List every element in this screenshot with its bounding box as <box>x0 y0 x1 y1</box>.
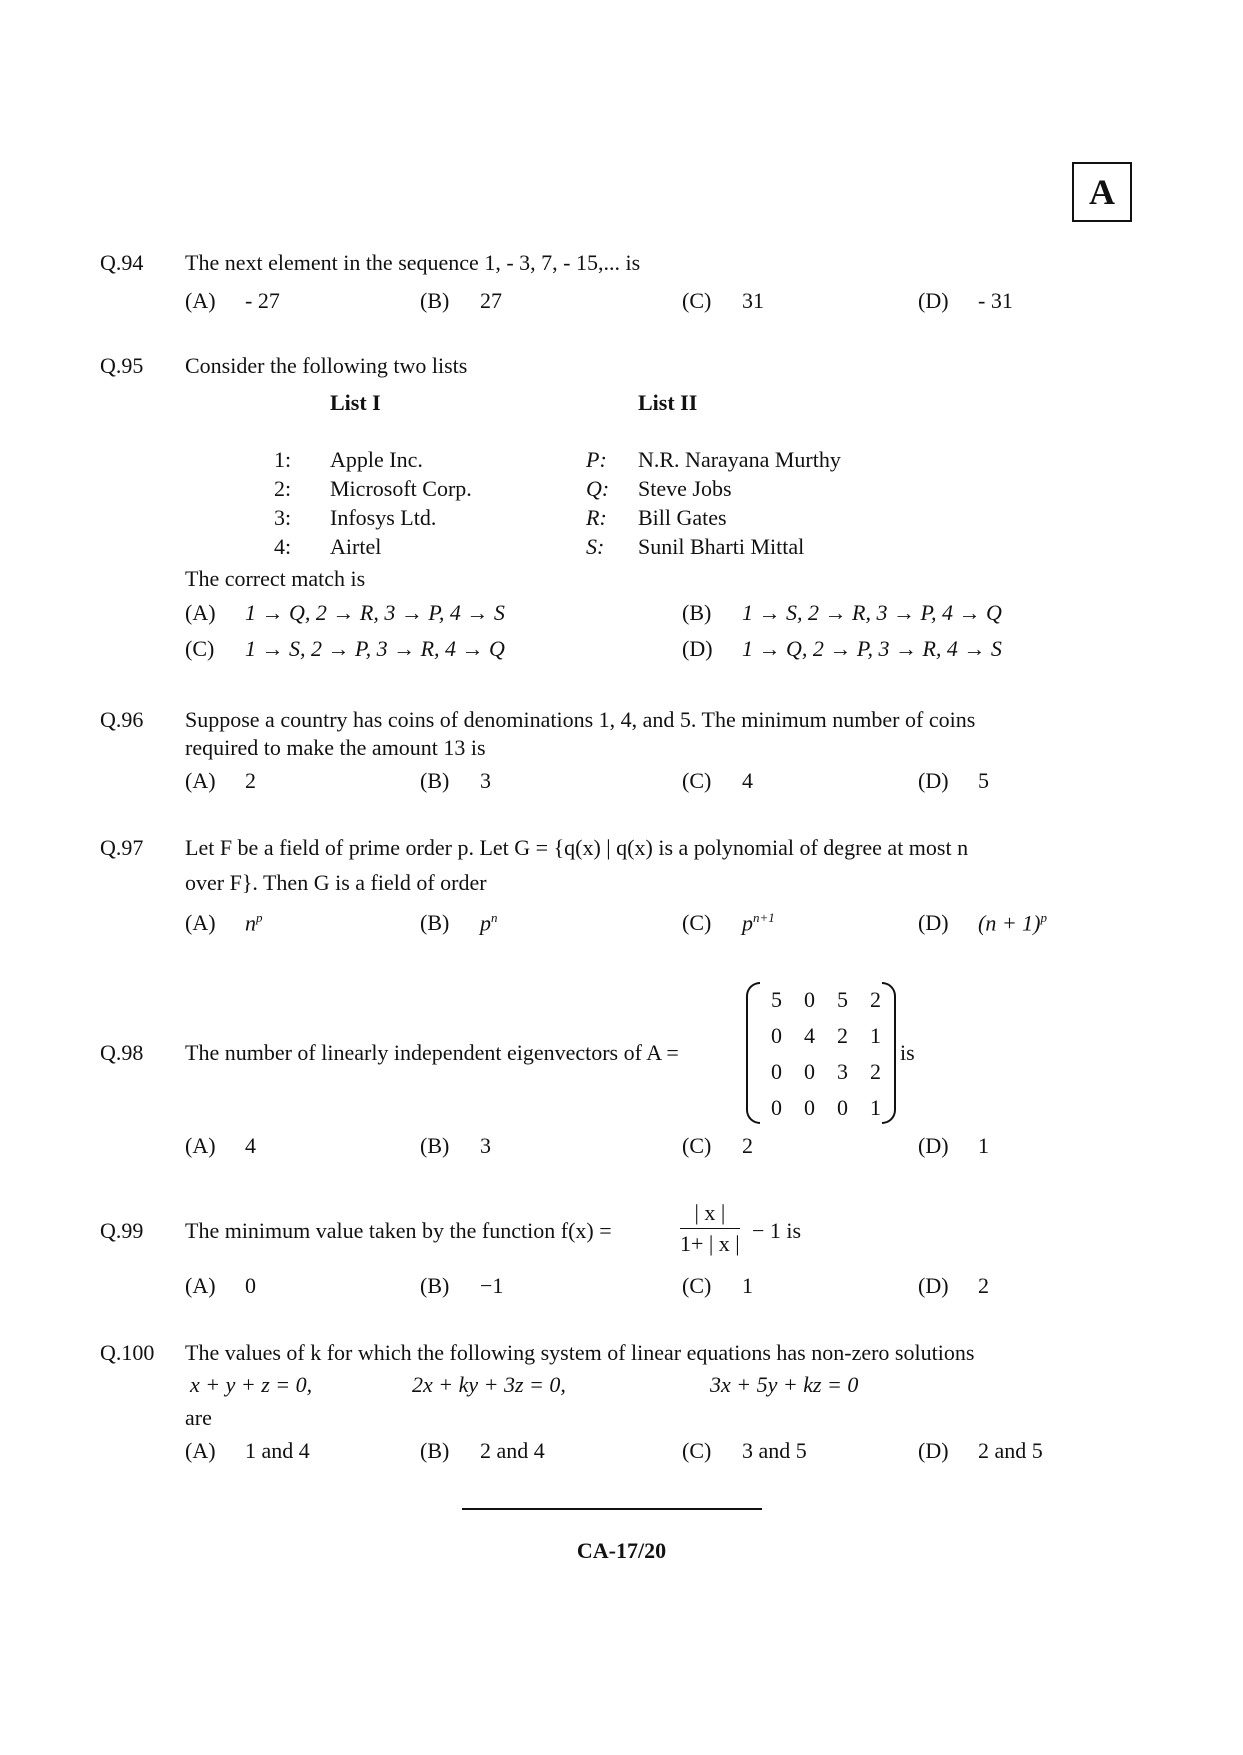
equation: x + y + z = 0, <box>190 1372 313 1397</box>
matrix-cell: 0 <box>771 1023 782 1048</box>
question-number: Q.95 <box>100 353 144 378</box>
question-text: The minimum value taken by the function f(x) = <box>185 1218 612 1243</box>
list1-key: 4: <box>274 534 292 559</box>
matrix-row <box>760 1090 892 1126</box>
option-a[interactable]: (A) - 27 <box>185 288 280 313</box>
option-d[interactable]: (D) - 31 <box>918 288 1013 313</box>
option-d[interactable]: (D) 5 <box>918 768 989 793</box>
question-text: Consider the following two lists <box>185 353 468 378</box>
matrix-cell: 2 <box>837 1023 848 1048</box>
option-c[interactable]: (C) 4 <box>682 768 753 793</box>
list1-key: 2: <box>274 476 292 501</box>
question-text: The next element in the sequence 1, - 3, 7, - 15,... is <box>185 250 641 275</box>
option-d[interactable]: (D) 1 <box>918 1133 989 1158</box>
option-b[interactable]: (B) $p^n$ <box>420 910 498 936</box>
question-text: The values of k for which the following system of linear equations has non-zero solutions <box>185 1340 975 1365</box>
question-text-line1: Suppose a country has coins of denominations 1, 4, and 5. The minimum number of coins <box>185 707 976 732</box>
matrix-row <box>760 1018 892 1054</box>
fraction <box>680 1200 740 1257</box>
paper-code-box <box>1072 162 1132 222</box>
list1-item: Airtel <box>330 534 382 559</box>
matrix-cell: 2 <box>870 987 881 1012</box>
option-b[interactable]: (B) −1 <box>420 1273 504 1298</box>
list2-item: N.R. Narayana Murthy <box>638 447 841 472</box>
matrix-cell: 0 <box>804 1059 815 1084</box>
option-a[interactable]: (A) 0 <box>185 1273 256 1298</box>
paper-code: A <box>1089 172 1115 212</box>
list2-key: R: <box>586 505 607 530</box>
option-b[interactable]: (B) 3 <box>420 1133 491 1158</box>
option-a[interactable]: (A) 1 and 4 <box>185 1438 310 1463</box>
option-c[interactable]: (C) 1 → S, 2 → P, 3 → R, 4 → Q <box>185 636 505 661</box>
option-a[interactable]: (A) 1 → Q, 2 → R, 3 → P, 4 → S <box>185 600 505 625</box>
matrix-cell: 1 <box>870 1095 881 1120</box>
list1-header: List I <box>330 390 381 415</box>
list2-item: Bill Gates <box>638 505 727 530</box>
question-text-line2: required to make the amount 13 is <box>185 735 486 760</box>
footer-divider <box>462 1508 762 1510</box>
list1-key: 1: <box>274 447 292 472</box>
matrix-row <box>760 982 892 1018</box>
question-text-line1: Let F be a field of prime order p. Let G = {q(x) | q(x) is a polynomial of degree at most n <box>185 835 969 860</box>
list2-item: Steve Jobs <box>638 476 732 501</box>
matrix-cell: 2 <box>870 1059 881 1084</box>
question-suffix: − 1 is <box>752 1218 802 1243</box>
matrix-cell: 0 <box>804 1095 815 1120</box>
matrix-cell: 0 <box>771 1059 782 1084</box>
matrix-cell: 0 <box>804 987 815 1012</box>
matrix-cell: 0 <box>837 1095 848 1120</box>
option-a[interactable]: (A) 2 <box>185 768 256 793</box>
option-d[interactable]: (D) $(n + 1)^p$ <box>918 910 1047 936</box>
option-b[interactable]: (B) 2 and 4 <box>420 1438 545 1463</box>
option-c[interactable]: (C) 1 <box>682 1273 753 1298</box>
matrix-row <box>760 1054 892 1090</box>
question-number: Q.97 <box>100 835 144 860</box>
list1-item: Apple Inc. <box>330 447 423 472</box>
list1-item: Microsoft Corp. <box>330 476 472 501</box>
option-d[interactable]: (D) 1 → Q, 2 → P, 3 → R, 4 → S <box>682 636 1002 661</box>
page-footer: CA-17/20 <box>576 1538 667 1563</box>
option-a[interactable]: (A) 4 <box>185 1133 256 1158</box>
question-number: Q.96 <box>100 707 144 732</box>
matrix-cell: 5 <box>771 987 782 1012</box>
matrix-cell: 5 <box>837 987 848 1012</box>
equation: 3x + 5y + kz = 0 <box>710 1372 859 1397</box>
option-c[interactable]: (C) 2 <box>682 1133 753 1158</box>
list2-key: Q: <box>586 476 610 501</box>
option-c[interactable]: (C) 3 and 5 <box>682 1438 807 1463</box>
fraction-numerator: | x | <box>680 1200 740 1229</box>
option-d[interactable]: (D) 2 <box>918 1273 989 1298</box>
fraction-denominator: 1+ | x | <box>680 1231 740 1256</box>
question-number: Q.94 <box>100 250 144 275</box>
question-tail: are <box>185 1405 212 1430</box>
matrix-cell: 1 <box>870 1023 881 1048</box>
list1-item: Infosys Ltd. <box>330 505 437 530</box>
matrix-right-bracket <box>882 982 896 1124</box>
question-number: Q.100 <box>100 1340 155 1365</box>
option-a[interactable]: (A) $n^p$ <box>185 910 263 936</box>
question-number: Q.99 <box>100 1218 144 1243</box>
matrix-a <box>746 978 896 1128</box>
option-b[interactable]: (B) 3 <box>420 768 491 793</box>
matrix-cell: 0 <box>771 1095 782 1120</box>
matrix-cell: 4 <box>804 1023 815 1048</box>
matrix-table <box>760 982 892 1126</box>
list2-item: Sunil Bharti Mittal <box>638 534 805 559</box>
matrix-left-bracket <box>746 982 760 1124</box>
option-b[interactable]: (B) 1 → S, 2 → R, 3 → P, 4 → Q <box>682 600 1002 625</box>
list1-key: 3: <box>274 505 292 530</box>
option-d[interactable]: (D) 2 and 5 <box>918 1438 1043 1463</box>
option-c[interactable]: (C) $p^{n+1}$ <box>682 910 775 936</box>
question-number: Q.98 <box>100 1040 144 1065</box>
list2-key: P: <box>586 447 607 472</box>
question-suffix: is <box>900 1040 915 1065</box>
option-b[interactable]: (B) 27 <box>420 288 502 313</box>
equation: 2x + ky + 3z = 0, <box>412 1372 566 1397</box>
question-text-line2: over F}. Then G is a field of order <box>185 870 487 895</box>
list2-header: List II <box>638 390 698 415</box>
option-c[interactable]: (C) 31 <box>682 288 764 313</box>
question-text: The number of linearly independent eigenvectors of A = <box>185 1040 679 1065</box>
match-prompt: The correct match is <box>185 566 366 591</box>
list2-key: S: <box>586 534 605 559</box>
matrix-cell: 3 <box>837 1059 848 1084</box>
